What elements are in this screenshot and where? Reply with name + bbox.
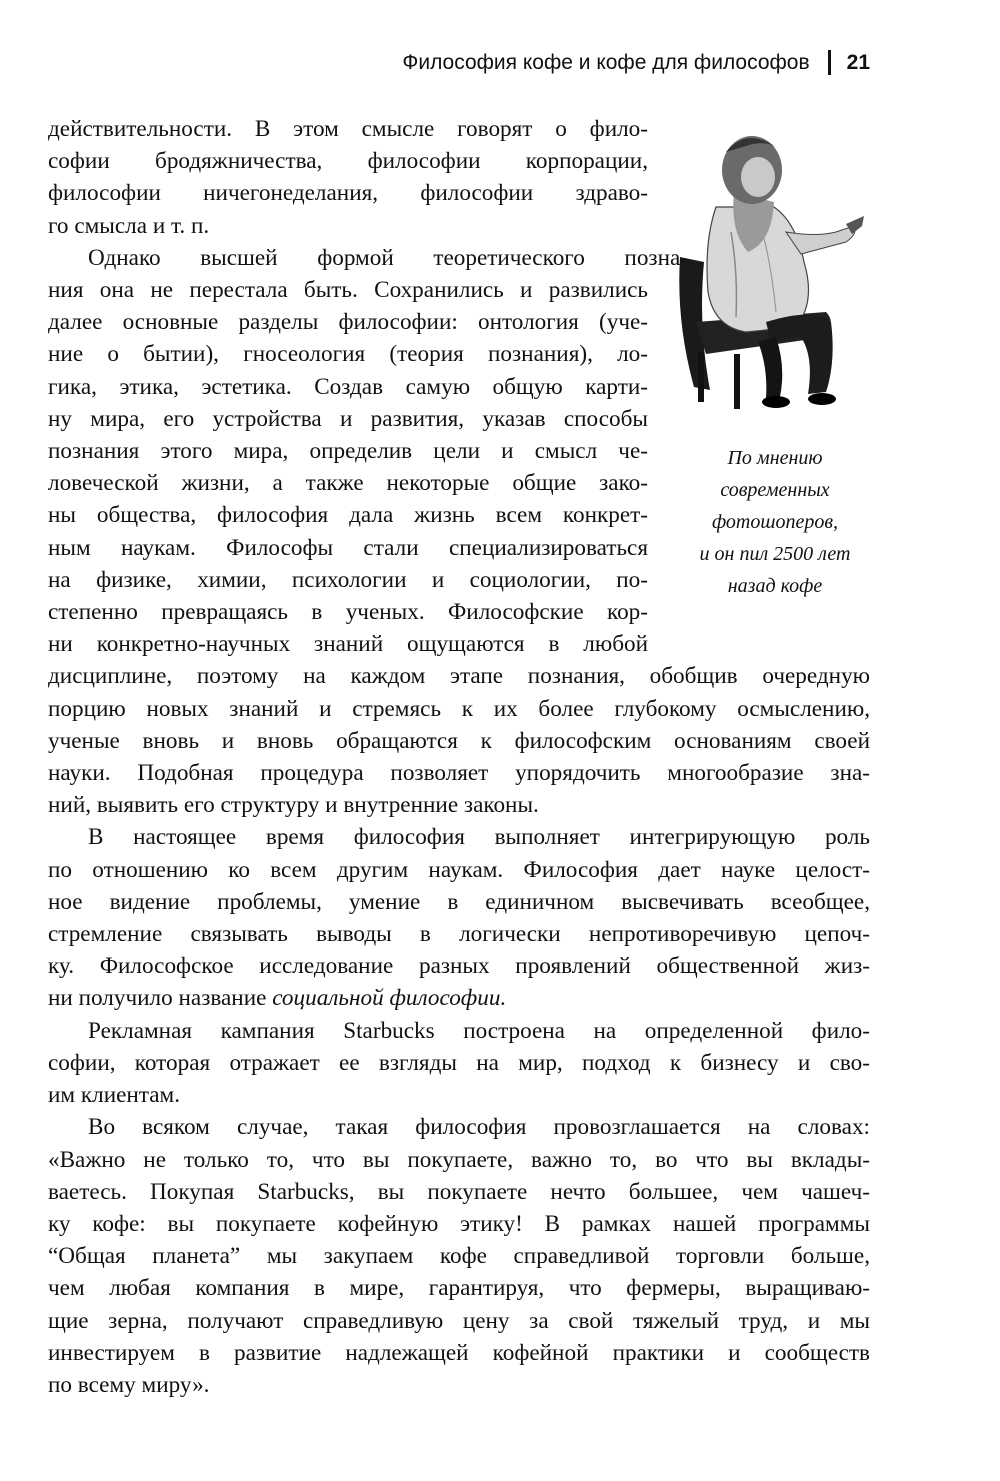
text-line: ны общества, философия дала жизнь всем конкрет-: [48, 502, 648, 529]
page-body: [48, 113, 870, 1401]
text-line: софии бродяжничества, философии корпорации,: [48, 148, 648, 175]
text-line: го смысла и т. п.: [48, 212, 210, 239]
caption-line: современных: [720, 479, 830, 501]
text-line: «Важно не только то, что вы покупаете, важно то, во что вы вклады-: [48, 1146, 870, 1173]
text-line: стремление связывать выводы в логически непротиворечивую цепоч-: [48, 921, 870, 948]
text-line: степенно превращаясь в ученых. Философские кор-: [48, 599, 648, 626]
text-line: щие зерна, получают справедливую цену за свой тяжелый труд, и мы: [48, 1307, 870, 1334]
text-line: [48, 982, 870, 1014]
text-run: ни получило название: [48, 985, 273, 1012]
text-line: порцию новых знаний и стремясь к их более глубокому осмыслению,: [48, 695, 870, 722]
text-line: чем любая компания в мире, гарантируя, что фермеры, выращиваю-: [48, 1275, 870, 1302]
text-line: по отношению ко всем другим наукам. Философия дает науке целост-: [48, 856, 870, 883]
emphasis-term: социальной философии.: [272, 985, 507, 1012]
text-line: ние о бытии), гносеология (теория познания), ло-: [48, 341, 648, 368]
text-line: софии, которая отражает ее взгляды на мир, подход к бизнесу и сво-: [48, 1049, 870, 1076]
caption-line: и он пил 2500 лет: [699, 543, 851, 565]
text-line: ку кофе: вы покупаете кофейную этику! В рамках нашей программы: [48, 1210, 870, 1237]
text-line: ное видение проблемы, умение в единичном высвечивать всеобщее,: [48, 888, 870, 915]
text-line: им клиентам.: [48, 1082, 181, 1109]
text-line: ным наукам. Философы стали специализироваться: [48, 534, 648, 561]
page-number: 21: [846, 50, 870, 74]
text-line: В настоящее время философия выполняет интегрирующую роль: [88, 824, 870, 851]
text-line: ний, выявить его структуру и внутренние законы.: [48, 792, 539, 819]
text-line: ловеческой жизни, а также некоторые общие зако-: [48, 470, 648, 497]
running-header-title: Философия кофе и кофе для философов: [402, 50, 810, 74]
paragraph-1: [48, 113, 870, 242]
text-line: ни конкретно-научных знаний ощущаются в любой: [48, 631, 648, 658]
caption-line: назад кофе: [727, 575, 823, 597]
text-line: “Общая планета” мы закупаем кофе справедливой торговли больше,: [48, 1243, 870, 1270]
text-line: науки. Подобная процедура позволяет упорядочить многообразие зна-: [48, 760, 870, 787]
text-line: дисциплине, поэтому на каждом этапе познания, обобщив очередную: [48, 663, 870, 690]
text-line: Во всяком случае, такая философия провозглашается на словах:: [88, 1114, 870, 1141]
paragraph-2: [48, 242, 870, 822]
running-header: [380, 50, 870, 75]
caption-line: фотошоперов,: [711, 511, 839, 533]
text-line: действительности. В этом смысле говорят о фило-: [48, 116, 648, 142]
text-line: ния она не перестала быть. Сохранились и развились: [48, 277, 648, 304]
paragraph-3: [48, 821, 870, 1014]
text-line: по всему миру».: [48, 1371, 210, 1398]
text-line: ну мира, его устройства и развития, указав способы: [48, 405, 648, 432]
text-line: Однако высшей формой теоретического позна-: [88, 244, 688, 271]
text-line: познания этого мира, определив цели и смысл че-: [48, 438, 648, 465]
text-line: далее основные разделы философии: онтология (уче-: [48, 309, 648, 336]
text-line: на физике, химии, психологии и социологии, по-: [48, 566, 648, 593]
text-line: философии ничегонеделания, философии здраво-: [48, 180, 648, 207]
text-line: гика, этика, эстетика. Создав самую общую карти-: [48, 373, 648, 400]
text-line: Рекламная кампания Starbucks построена на определенной фило-: [88, 1017, 870, 1044]
paragraph-4: [48, 1015, 870, 1112]
text-line: ваетесь. Покупая Starbucks, вы покупаете нечто большее, чем чашеч-: [48, 1178, 870, 1205]
text-line: инвестируем в развитие надлежащей кофейной практики и сообществ: [48, 1339, 870, 1366]
header-separator: [828, 50, 831, 75]
text-line: ку. Философское исследование разных проявлений общественной жиз-: [48, 953, 870, 980]
text-line: ученые вновь и вновь обращаются к философским основаниям своей: [48, 727, 870, 754]
paragraph-5: [48, 1111, 870, 1401]
caption-line: По мнению: [727, 447, 823, 469]
